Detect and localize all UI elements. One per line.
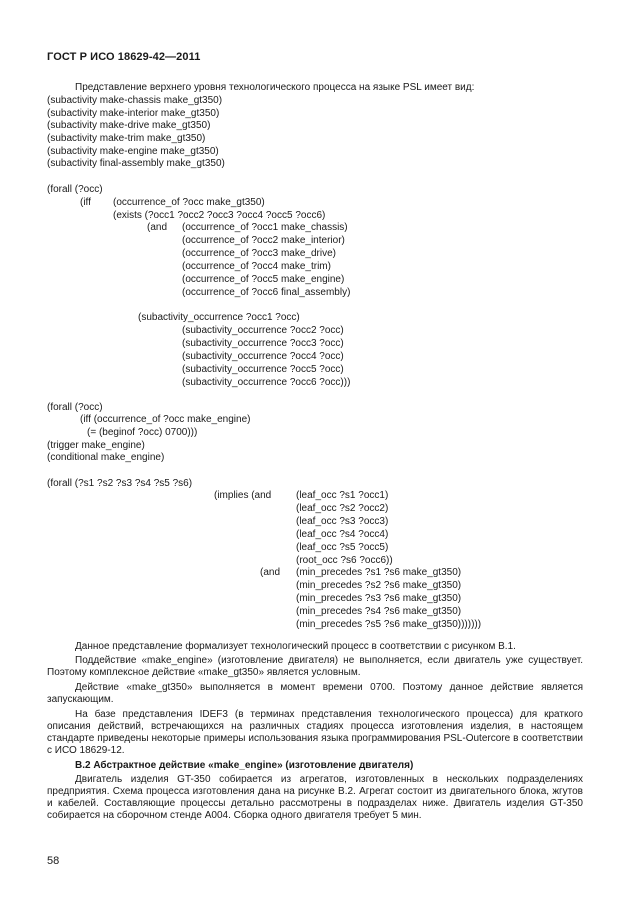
code-line: (subactivity_occurrence ?occ6 ?occ))): [182, 377, 351, 388]
paragraph: Двигатель изделия GT-350 собирается из агрегатов, изготовленных в нескольких подразделениях предприятия. Схема процесса изготовления дана на рисунке В.2. Агрегат состоит из двигательного блока, жгутов и кабелей. Составляющие процессы детально рассмотрены в подразделах ниже. Двигатель изделия GT-350 собирается на сборочном стенде А004. Сборка одного двигателя требует 5 мин.: [47, 774, 583, 821]
code-line: (min_precedes ?s2 ?s6 make_gt350): [296, 580, 462, 591]
code-line: (occurrence_of ?occ2 make_interior): [182, 235, 345, 246]
code-line: (leaf_occ ?s2 ?occ2): [296, 503, 389, 514]
code-line: (implies (and: [214, 490, 272, 501]
code-line: (iff: [80, 197, 91, 208]
page-header: ГОСТ Р ИСО 18629-42—2011: [47, 51, 201, 63]
code-line: (= (beginof ?occ) 0700))): [87, 427, 198, 438]
code-line: (iff (occurrence_of ?occ make_engine): [80, 414, 251, 425]
code-line: (subactivity make-chassis make_gt350): [47, 95, 223, 106]
code-line: (min_precedes ?s1 ?s6 make_gt350): [296, 567, 462, 578]
code-line: (subactivity_occurrence ?occ5 ?occ): [182, 364, 344, 375]
code-line: (min_precedes ?s3 ?s6 make_gt350): [296, 593, 462, 604]
code-line: (subactivity_occurrence ?occ3 ?occ): [182, 338, 344, 349]
code-line: (occurrence_of ?occ1 make_chassis): [182, 222, 348, 233]
code-line: (trigger make_engine): [47, 440, 145, 451]
intro-text: Представление верхнего уровня технологического процесса на языке PSL имеет вид:: [75, 82, 475, 93]
code-line: (forall (?s1 ?s2 ?s3 ?s4 ?s5 ?s6): [47, 478, 193, 489]
code-line: (leaf_occ ?s4 ?occ4): [296, 529, 389, 540]
code-line: (subactivity make-trim make_gt350): [47, 133, 206, 144]
code-line: (occurrence_of ?occ3 make_drive): [182, 248, 336, 259]
code-line: (min_precedes ?s4 ?s6 make_gt350): [296, 606, 462, 617]
code-line: (forall (?occ): [47, 184, 103, 195]
paragraph: На базе представления IDEF3 (в терминах представления технологического процесса) для краткого описания действий, встречающихся на различных стадиях процесса изготовления изделия, в настоящем стандарте приведены некоторые примеры использования языка программирования PSL-Outercore в соответствии с ИСО 18629-12.: [47, 709, 583, 756]
code-line: (forall (?occ): [47, 402, 103, 413]
code-line: (and: [147, 222, 168, 233]
code-line: (subactivity_occurrence ?occ2 ?occ): [182, 325, 344, 336]
code-line: (subactivity_occurrence ?occ4 ?occ): [182, 351, 344, 362]
paragraph: Данное представление формализует технологический процесс в соответствии с рисунком В.1.: [75, 641, 516, 652]
code-line: (exists (?occ1 ?occ2 ?occ3 ?occ4 ?occ5 ?occ6): [113, 210, 326, 221]
page-number: 58: [47, 855, 60, 867]
code-line: (occurrence_of ?occ6 final_assembly): [182, 287, 351, 298]
section-heading: В.2 Абстрактное действие «make_engine» (изготовление двигателя): [75, 760, 414, 771]
code-line: (leaf_occ ?s3 ?occ3): [296, 516, 389, 527]
paragraph: Поддействие «make_engine» (изготовление двигателя) не выполняется, если двигатель уже существует. Поэтому комплексное действие «make_gt350» является условным.: [47, 655, 583, 678]
code-line: (occurrence_of ?occ5 make_engine): [182, 274, 345, 285]
code-line: (subactivity_occurrence ?occ1 ?occ): [138, 312, 300, 323]
code-line: (leaf_occ ?s5 ?occ5): [296, 542, 389, 553]
code-line: (occurrence_of ?occ make_gt350): [113, 197, 265, 208]
code-line: (min_precedes ?s5 ?s6 make_gt350))))))): [296, 619, 482, 630]
code-line: (occurrence_of ?occ4 make_trim): [182, 261, 331, 272]
code-line: (and: [260, 567, 281, 578]
code-line: (conditional make_engine): [47, 452, 165, 463]
code-line: (root_occ ?s6 ?occ6)): [296, 555, 393, 566]
paragraph: Действие «make_gt350» выполняется в момент времени 0700. Поэтому данное действие является запускающим.: [47, 682, 583, 705]
code-line: (subactivity make-drive make_gt350): [47, 120, 211, 131]
code-line: (subactivity make-engine make_gt350): [47, 146, 219, 157]
code-line: (subactivity make-interior make_gt350): [47, 108, 220, 119]
code-line: (subactivity final-assembly make_gt350): [47, 158, 225, 169]
code-line: (leaf_occ ?s1 ?occ1): [296, 490, 389, 501]
